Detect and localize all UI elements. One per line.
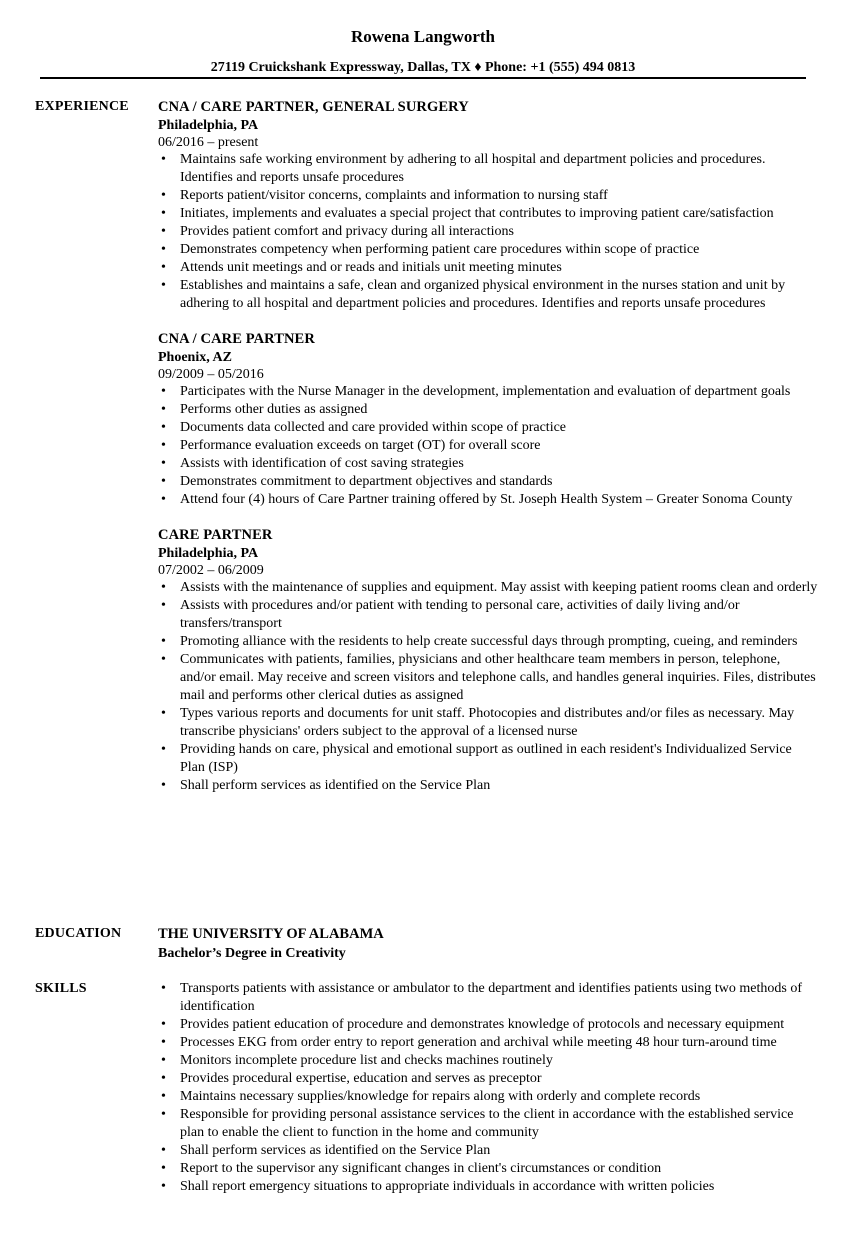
job-title: CNA / CARE PARTNER, GENERAL SURGERY [158,99,469,115]
skill-item: • Provides procedural expertise, education and serves as preceptor [158,1070,818,1088]
job-entry [158,330,818,509]
job-bullet: • Types various reports and documents for unit staff. Photocopies and distributes and/or files as necessary. May transcribe physicians' orders subject to the approval of a licensed nurse [158,705,818,741]
skill-item: • Processes EKG from order entry to report generation and archival while meeting 48 hour turn-around time [158,1034,818,1052]
skills-list [158,980,818,1196]
job-bullet: • Shall perform services as identified on the Service Plan [158,777,818,795]
skill-item: • Shall perform services as identified on the Service Plan [158,1142,818,1160]
job-entry [158,98,818,313]
skill-item: • Responsible for providing personal assistance services to the client in accordance with the established service plan to enable the client to function in the home and community [158,1106,818,1142]
contact-line: 27119 Cruickshank Expressway, Dallas, TX ♦ Phone: +1 (555) 494 0813 [210,60,636,75]
job-bullet: • Performance evaluation exceeds on target (OT) for overall score [158,437,818,455]
job-bullets [158,151,818,313]
skill-item: • Maintains necessary supplies/knowledge for repairs along with orderly and complete records [158,1088,818,1106]
job-bullet: • Assists with the maintenance of supplies and equipment. May assist with keeping patient rooms clean and orderly [158,579,818,597]
job-location: Philadelphia, PA [158,118,259,133]
job-location: Philadelphia, PA [158,546,259,561]
education-heading: EDUCATION [35,926,122,941]
experience-body [158,98,818,812]
job-bullets [158,383,818,509]
job-bullet: • Reports patient/visitor concerns, complaints and information to nursing staff [158,187,818,205]
job-dates: 06/2016 – present [158,135,259,150]
school-name: THE UNIVERSITY OF ALABAMA [158,926,384,942]
job-title: CARE PARTNER [158,527,273,543]
job-bullet: • Assists with procedures and/or patient with tending to personal care, activities of daily living and/or transfers/transport [158,597,818,633]
job-bullets [158,579,818,795]
job-bullet: • Assists with identification of cost saving strategies [158,455,818,473]
candidate-name: Rowena Langworth [350,27,496,46]
job-bullet: • Promoting alliance with the residents to help create successful days through prompting, cueing, and reminders [158,633,818,651]
job-bullet: • Maintains safe working environment by adhering to all hospital and department policies and procedures. Identifies and reports unsafe procedures [158,151,818,187]
job-dates: 07/2002 – 06/2009 [158,563,264,578]
skill-item: • Provides patient education of procedure and demonstrates knowledge of protocols and necessary equipment [158,1016,818,1034]
skill-item: • Shall report emergency situations to appropriate individuals in accordance with written policies [158,1178,818,1196]
skills-body [158,980,818,1196]
job-bullet: • Performs other duties as assigned [158,401,818,419]
skill-item: • Monitors incomplete procedure list and checks machines routinely [158,1052,818,1070]
job-bullet: • Attend four (4) hours of Care Partner training offered by St. Joseph Health System – Greater Sonoma County [158,491,818,509]
job-bullet: • Demonstrates competency when performing patient care procedures within scope of practice [158,241,818,259]
job-bullet: • Provides patient comfort and privacy during all interactions [158,223,818,241]
job-location: Phoenix, AZ [158,350,232,365]
header-divider [40,77,806,79]
job-bullet: • Attends unit meetings and or reads and initials unit meeting minutes [158,259,818,277]
job-entry [158,526,818,795]
skill-item: • Transports patients with assistance or ambulator to the department and identifies patients using two methods of identification [158,980,818,1016]
job-title: CNA / CARE PARTNER [158,331,315,347]
degree: Bachelor’s Degree in Creativity [158,946,346,961]
skills-heading: SKILLS [35,981,87,996]
education-body [158,925,818,963]
job-bullet: • Initiates, implements and evaluates a special project that contributes to improving patient care/satisfaction [158,205,818,223]
skill-item: • Report to the supervisor any significant changes in client's circumstances or condition [158,1160,818,1178]
job-bullet: • Communicates with patients, families, physicians and other healthcare team members in person, telephone, and/or email. May receive and screen visitors and telephone calls, and handles general inquiries. Files, distributes mail and performs other clerical duties as assigned [158,651,818,705]
job-dates: 09/2009 – 05/2016 [158,367,264,382]
job-bullet: • Establishes and maintains a safe, clean and organized physical environment in the nurses station and unit by adhering to all hospital and department policies and procedures. Identifies and reports unsafe procedures [158,277,818,313]
experience-heading: EXPERIENCE [35,99,129,114]
job-bullet: • Participates with the Nurse Manager in the development, implementation and evaluation of department goals [158,383,818,401]
job-bullet: • Demonstrates commitment to department objectives and standards [158,473,818,491]
job-bullet: • Documents data collected and care provided within scope of practice [158,419,818,437]
job-bullet: • Providing hands on care, physical and emotional support as outlined in each resident's Individualized Service Plan (ISP) [158,741,818,777]
